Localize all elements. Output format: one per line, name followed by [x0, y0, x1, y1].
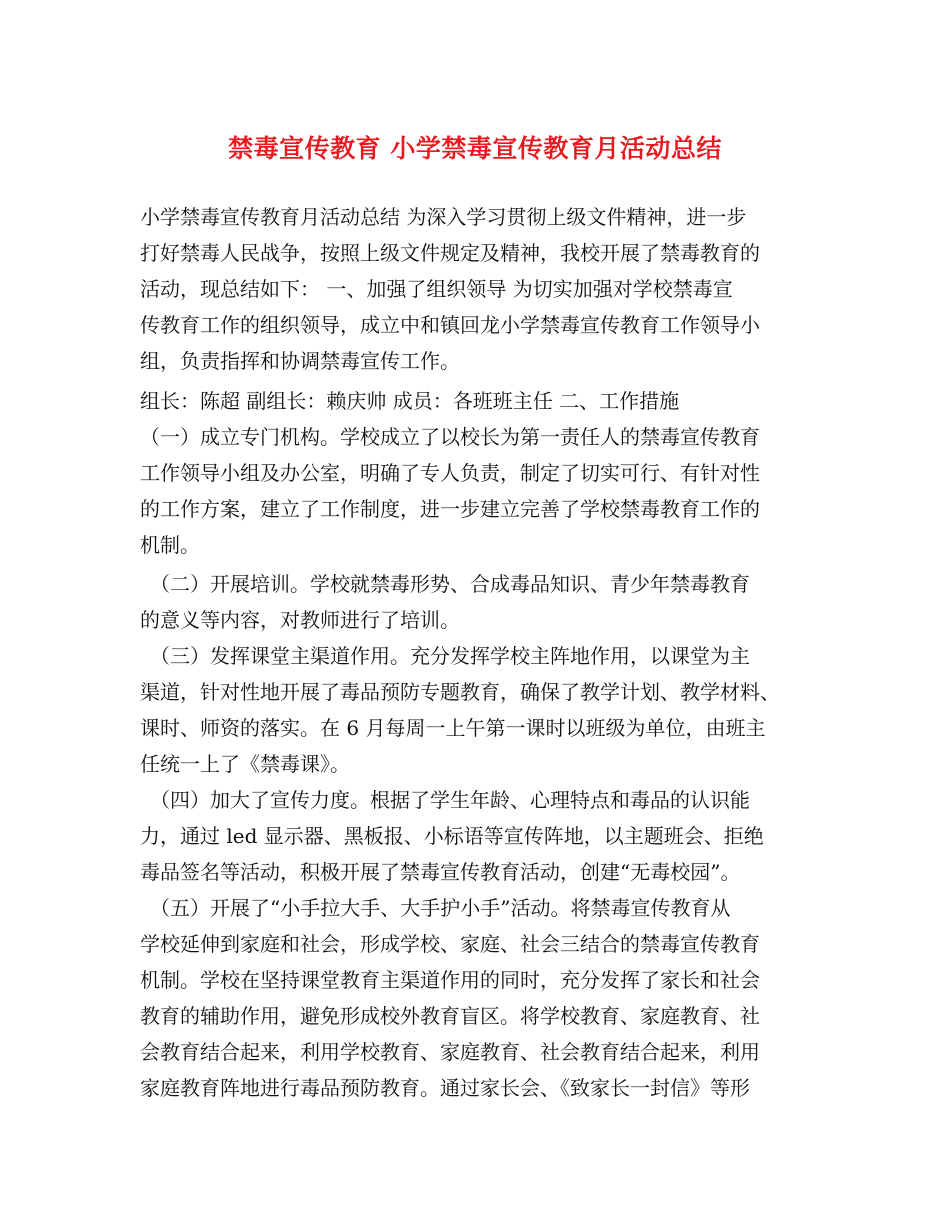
paragraph-line: 教育的辅助作用，避免形成校外教育盲区。将学校教育、家庭教育、社: [140, 1004, 760, 1028]
paragraph-line: 会教育结合起来，利用学校教育、家庭教育、社会教育结合起来，利用: [140, 1040, 760, 1064]
paragraph-line: （五）开展了“小手拉大手、大手护小手”活动。将禁毒宣传教育从: [150, 896, 731, 920]
paragraph-line: 的工作方案，建立了工作制度，进一步建立完善了学校禁毒教育工作的: [140, 497, 760, 521]
paragraph-line: 家庭教育阵地进行毒品预防教育。通过家长会、《致家长一封信》等形: [140, 1076, 750, 1100]
paragraph-line: 打好禁毒人民战争，按照上级文件规定及精神，我校开展了禁毒教育的: [140, 241, 760, 265]
paragraph-line: （四）加大了宣传力度。根据了学生年龄、心理特点和毒品的认识能: [150, 788, 750, 812]
paragraph-line: （一）成立专门机构。学校成立了以校长为第一责任人的禁毒宣传教育: [140, 425, 760, 449]
paragraph-line: 学校延伸到家庭和社会，形成学校、家庭、社会三结合的禁毒宣传教育: [140, 932, 760, 956]
paragraph-line: 课时、师资的落实。在 6 月每周一上午第一课时以班级为单位，由班主: [140, 716, 766, 740]
paragraph-line: 传教育工作的组织领导，成立中和镇回龙小学禁毒宣传教育工作领导小: [140, 313, 760, 337]
paragraph-line: 力，通过 led 显示器、黑板报、小标语等宣传阵地，以主题班会、拒绝: [140, 824, 764, 848]
paragraph-line: 机制。: [140, 533, 200, 557]
paragraph-line: 毒品签名等活动，积极开展了禁毒宣传教育活动，创建“无毒校园”。: [140, 860, 741, 884]
paragraph-line: （三）发挥课堂主渠道作用。充分发挥学校主阵地作用，以课堂为主: [150, 644, 750, 668]
paragraph-line: 机制。学校在坚持课堂教育主渠道作用的同时，充分发挥了家长和社会: [140, 968, 760, 992]
paragraph-line: 组，负责指挥和协调禁毒宣传工作。: [140, 349, 460, 373]
paragraph-line: 的意义等内容，对教师进行了培训。: [140, 608, 460, 632]
paragraph-line: 渠道，针对性地开展了毒品预防专题教育，确保了教学计划、教学材料、: [140, 680, 780, 704]
paragraph-line: 活动，现总结如下： 一、加强了组织领导 为切实加强对学校禁毒宣: [140, 277, 733, 301]
document-title: 禁毒宣传教育 小学禁毒宣传教育月活动总结: [228, 134, 722, 163]
paragraph-line: 小学禁毒宣传教育月活动总结 为深入学习贯彻上级文件精神，进一步: [140, 205, 747, 229]
paragraph-line: 组长：陈超 副组长：赖庆帅 成员：各班班主任 二、工作措施: [140, 389, 680, 413]
paragraph-line: 任统一上了《禁毒课》。: [140, 752, 350, 776]
paragraph-line: 工作领导小组及办公室，明确了专人负责，制定了切实可行、有针对性: [140, 461, 760, 485]
paragraph-line: （二）开展培训。学校就禁毒形势、合成毒品知识、青少年禁毒教育: [150, 572, 750, 596]
